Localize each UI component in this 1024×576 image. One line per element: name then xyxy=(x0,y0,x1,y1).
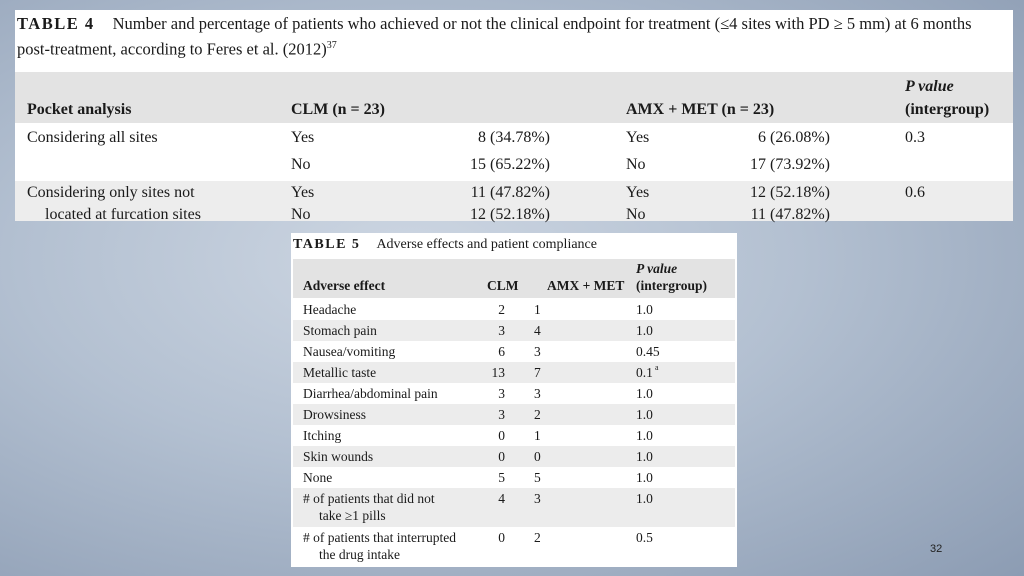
row2-label-line1: Considering only sites not xyxy=(27,184,195,201)
header-p-value: P value xyxy=(905,78,954,95)
adverse-effect-label: Skin wounds xyxy=(303,449,374,464)
header-amx-met: AMX + MET (n = 23) xyxy=(626,101,775,118)
table-5-caption-text: Adverse effects and patient compliance xyxy=(376,237,597,252)
p-value: 1.0 xyxy=(636,491,653,506)
clm-count: 13 xyxy=(491,365,505,380)
adverse-effect-label: Itching xyxy=(303,428,342,443)
header-pocket-analysis: Pocket analysis xyxy=(27,101,132,118)
clm-count: 6 xyxy=(498,344,505,359)
amx-met-count: 0 xyxy=(534,449,541,464)
clm-count: 0 xyxy=(498,428,505,443)
p-value: 1.0 xyxy=(636,407,653,422)
p-value: 1.0 xyxy=(636,386,653,401)
clm-count: 5 xyxy=(498,470,505,485)
adverse-effect-label: Metallic taste xyxy=(303,365,377,380)
clm-count: 2 xyxy=(498,302,505,317)
amx-met-count: 7 xyxy=(534,365,541,380)
adverse-effect-label: Headache xyxy=(303,302,357,317)
amx-met-count: 3 xyxy=(534,491,541,506)
p-value: 0.45 xyxy=(636,344,660,359)
clm-count: 3 xyxy=(498,323,505,338)
p-value-footnote-marker: a xyxy=(655,363,659,372)
p-value: 1.0 xyxy=(636,470,653,485)
row2-amx-no: No xyxy=(626,206,646,223)
row1-clm-no: No xyxy=(291,156,311,173)
row1-clm-no-value: 15 (65.22%) xyxy=(470,156,550,173)
table-5-caption xyxy=(293,235,597,255)
row1-amx-no-value: 17 (73.92%) xyxy=(750,156,830,173)
amx-met-count: 2 xyxy=(534,407,541,422)
amx-met-count: 3 xyxy=(534,344,541,359)
clm-count: 3 xyxy=(498,407,505,422)
row2-label-line2: located at furcation sites xyxy=(45,206,201,223)
row2-clm-yes: Yes xyxy=(291,184,315,201)
adverse-effect-label-line2: take ≥1 pills xyxy=(319,508,386,523)
row2-p-value: 0.6 xyxy=(905,184,925,201)
row2-amx-yes-value: 12 (52.18%) xyxy=(750,184,830,201)
table-4-reference: 37 xyxy=(326,40,337,51)
adverse-effect-label: None xyxy=(303,470,333,485)
row2-clm-yes-value: 11 (47.82%) xyxy=(470,184,550,201)
amx-met-count: 1 xyxy=(534,428,541,443)
row1-p-value: 0.3 xyxy=(905,129,925,146)
table-row xyxy=(293,299,735,320)
header-clm: CLM (n = 23) xyxy=(291,101,385,118)
row1-amx-no: No xyxy=(626,156,646,173)
row1-clm-yes-value: 8 (34.78%) xyxy=(478,129,550,146)
clm-count: 3 xyxy=(498,386,505,401)
table-4 xyxy=(15,10,1013,221)
header-clm: CLM xyxy=(487,278,519,293)
amx-met-count: 2 xyxy=(534,530,541,545)
p-value: 1.0 xyxy=(636,323,653,338)
header-p-intergroup: (intergroup) xyxy=(905,101,990,118)
row2-amx-no-value: 11 (47.82%) xyxy=(750,206,830,223)
header-amx-met: AMX + MET xyxy=(547,278,625,293)
table-4-caption-text: Number and percentage of patients who achieved or not the clinical endpoint for treatment (≤4 sites with PD ≥ 5 mm) at 6 months post-treatment, according to Feres et al. (2012) xyxy=(17,14,972,59)
header-adverse-effect: Adverse effect xyxy=(303,278,386,293)
table-4-header-row xyxy=(15,72,1013,123)
p-value: 0.5 xyxy=(636,530,653,545)
table-row xyxy=(293,467,735,488)
adverse-effect-label: Stomach pain xyxy=(303,323,377,338)
table-5-label: TABLE 5 xyxy=(293,237,361,252)
amx-met-count: 1 xyxy=(534,302,541,317)
row2-amx-yes: Yes xyxy=(626,184,650,201)
p-value: 1.0 xyxy=(636,302,653,317)
row1-amx-yes: Yes xyxy=(626,129,650,146)
table-4-caption xyxy=(17,13,1007,61)
adverse-effect-label: Drowsiness xyxy=(303,407,366,422)
header-p-intergroup: (intergroup) xyxy=(636,278,707,293)
page-number: 32 xyxy=(930,543,943,555)
clm-count: 4 xyxy=(498,491,505,506)
p-value: 0.1 xyxy=(636,365,653,380)
row2-clm-no: No xyxy=(291,206,311,223)
p-value: 1.0 xyxy=(636,449,653,464)
adverse-effect-label: # of patients that did not xyxy=(303,491,435,506)
amx-met-count: 3 xyxy=(534,386,541,401)
adverse-effect-label: Diarrhea/abdominal pain xyxy=(303,386,438,401)
p-value: 1.0 xyxy=(636,428,653,443)
table-4-label: TABLE 4 xyxy=(17,14,95,33)
adverse-effect-label: # of patients that interrupted xyxy=(303,530,456,545)
clm-count: 0 xyxy=(498,449,505,464)
clm-count: 0 xyxy=(498,530,505,545)
header-p-value: P value xyxy=(636,261,678,276)
adverse-effect-label-line2: the drug intake xyxy=(319,547,400,562)
row1-amx-yes-value: 6 (26.08%) xyxy=(758,129,830,146)
row1-label: Considering all sites xyxy=(27,129,158,146)
table-5 xyxy=(291,233,737,567)
row1-clm-yes: Yes xyxy=(291,129,315,146)
adverse-effect-label: Nausea/vomiting xyxy=(303,344,396,359)
row2-clm-no-value: 12 (52.18%) xyxy=(470,206,550,223)
table-row xyxy=(293,425,735,446)
amx-met-count: 5 xyxy=(534,470,541,485)
amx-met-count: 4 xyxy=(534,323,541,338)
